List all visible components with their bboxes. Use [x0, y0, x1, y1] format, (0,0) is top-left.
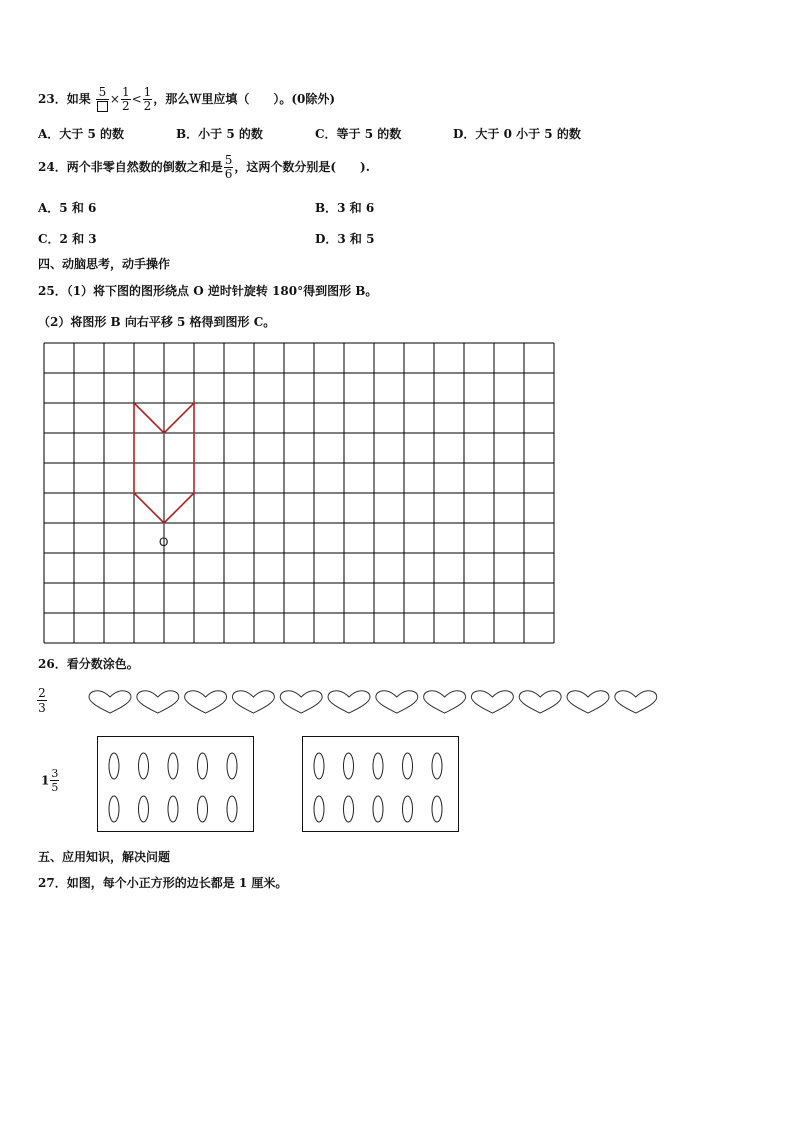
times-sign: × — [109, 92, 120, 106]
grid-svg — [43, 342, 561, 648]
oval-icon[interactable] — [314, 796, 324, 822]
heart-icon[interactable] — [185, 691, 227, 713]
q23-option-b[interactable]: B．小于 5 的数 — [176, 127, 263, 141]
oval-icon[interactable] — [344, 796, 354, 822]
q23-option-a[interactable]: A．大于 5 的数 — [38, 127, 125, 141]
q24-number: 24． — [38, 160, 67, 174]
oval-icon[interactable] — [373, 753, 383, 779]
hearts-row — [88, 688, 668, 722]
q24-suffix: ，这两个数分别是( ). — [234, 160, 370, 174]
oval-icon[interactable] — [432, 753, 442, 779]
oval-box-2[interactable] — [302, 736, 459, 832]
q23-fraction-2: $\frac{1}{2}$ — [121, 85, 130, 113]
section-5-heading: 五、应用知识，解决问题 — [38, 850, 171, 864]
q26-title: 26．看分数涂色。 — [38, 657, 139, 671]
q24-prefix: 两个非零自然数的倒数之和是 — [66, 160, 223, 174]
q23-suffix: ，那么Ｗ里应填（ ）。(0除外) — [153, 92, 336, 106]
q24-fraction: $\frac{5}{6}$ — [224, 153, 233, 181]
ovals-svg-2 — [303, 737, 458, 831]
hearts-svg — [88, 688, 668, 718]
oval-icon[interactable] — [403, 753, 413, 779]
heart-icon[interactable] — [376, 691, 418, 713]
oval-icon[interactable] — [139, 796, 149, 822]
oval-icon[interactable] — [198, 753, 208, 779]
q24-option-c[interactable]: C．2 和 3 — [38, 232, 97, 246]
heart-icon[interactable] — [519, 691, 561, 713]
oval-icon[interactable] — [373, 796, 383, 822]
q24-option-d[interactable]: D．3 和 5 — [315, 232, 375, 246]
oval-icon[interactable] — [403, 796, 413, 822]
q26-fraction-label: $\frac{2}{3}$ — [38, 686, 46, 715]
q24-line — [38, 154, 370, 181]
oval-icon[interactable] — [432, 796, 442, 822]
ovals-svg-1 — [98, 737, 253, 831]
grid-lines — [44, 343, 554, 643]
q24-option-a[interactable]: A．5 和 6 — [38, 201, 97, 215]
heart-icon[interactable] — [280, 691, 322, 713]
heart-icon[interactable] — [137, 691, 179, 713]
q23-option-c[interactable]: C．等于 5 的数 — [315, 127, 402, 141]
q23-option-d[interactable]: D．大于 0 小于 5 的数 — [453, 127, 581, 141]
q25-grid[interactable] — [43, 342, 561, 652]
q25-part-2: （2）将图形 B 向右平移 5 格得到图形 C。 — [38, 315, 276, 329]
oval-icon[interactable] — [168, 753, 178, 779]
q23-line — [38, 86, 335, 113]
q23-fraction-3: $\frac{1}{2}$ — [143, 85, 152, 113]
oval-icon[interactable] — [344, 753, 354, 779]
oval-box-1[interactable] — [97, 736, 254, 832]
heart-icon[interactable] — [232, 691, 274, 713]
q24-option-b[interactable]: B．3 和 6 — [315, 201, 375, 215]
q25-part-1: 25．（1）将下图的图形绕点 O 逆时针旋转 180°得到图形 B。 — [38, 284, 378, 298]
oval-icon[interactable] — [139, 753, 149, 779]
oval-icon[interactable] — [168, 796, 178, 822]
heart-icon[interactable] — [567, 691, 609, 713]
blank-box — [97, 101, 108, 112]
q27-text: 27．如图，每个小正方形的边长都是 1 厘米。 — [38, 876, 288, 890]
section-4-heading: 四、动脑思考，动手操作 — [38, 257, 171, 271]
q26-mixed-number — [41, 767, 60, 794]
less-than-sign: < — [131, 92, 142, 106]
q23-number: 23． — [38, 92, 67, 106]
oval-icon[interactable] — [227, 753, 237, 779]
mixed-fraction: $\frac{3}{5}$ — [51, 767, 59, 794]
mixed-whole: 1 — [41, 773, 50, 788]
oval-icon[interactable] — [109, 796, 119, 822]
heart-icon[interactable] — [424, 691, 466, 713]
point-o-label: O — [159, 535, 169, 549]
q23-fraction-1: 5 — [96, 86, 109, 113]
oval-icon[interactable] — [314, 753, 324, 779]
oval-icon[interactable] — [109, 753, 119, 779]
heart-icon[interactable] — [89, 691, 131, 713]
heart-icon[interactable] — [615, 691, 657, 713]
heart-icon[interactable] — [328, 691, 370, 713]
oval-icon[interactable] — [198, 796, 208, 822]
oval-icon[interactable] — [227, 796, 237, 822]
q23-prefix: 如果 — [66, 92, 91, 106]
heart-icon[interactable] — [471, 691, 513, 713]
